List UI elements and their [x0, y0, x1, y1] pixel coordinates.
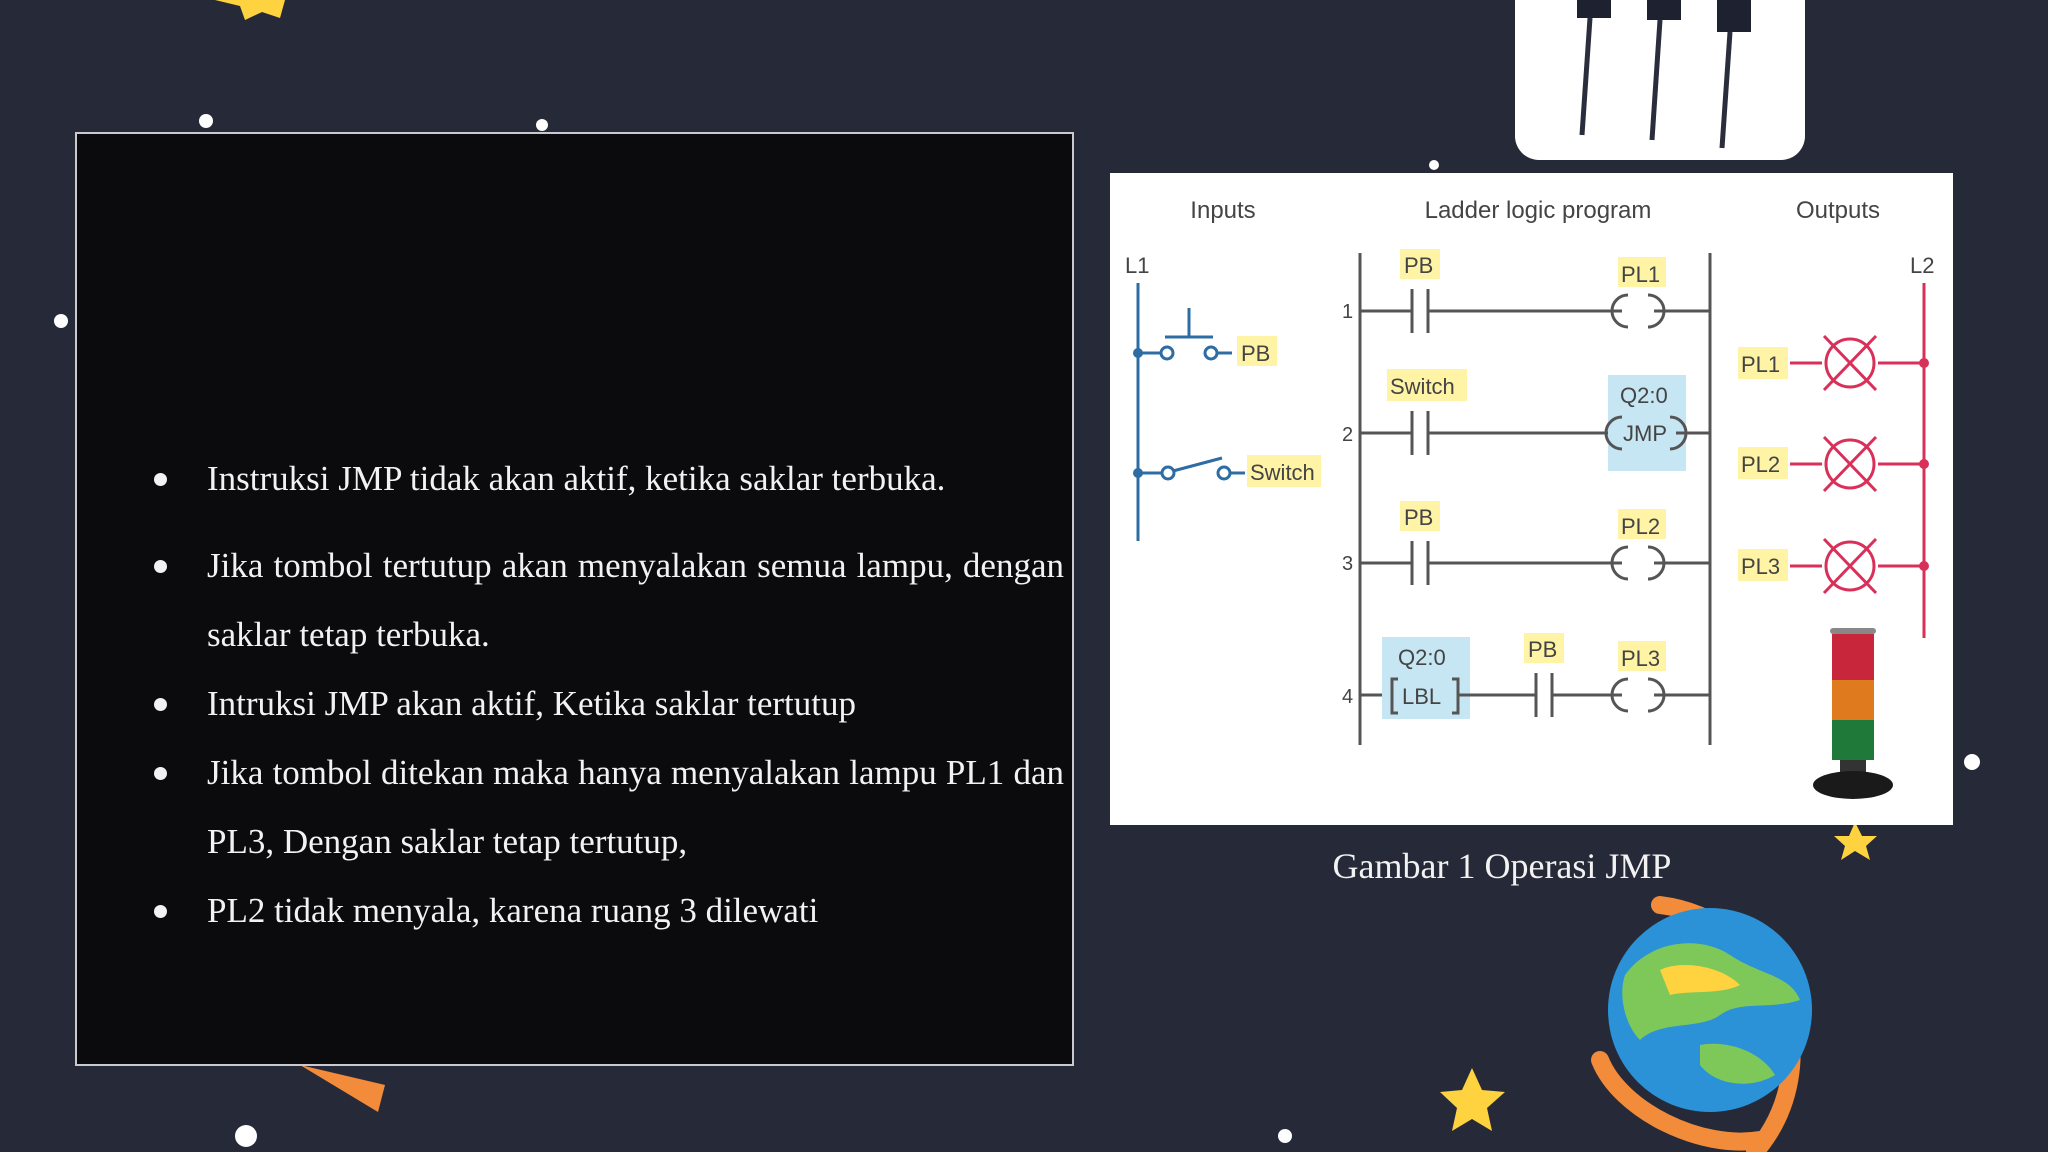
star-icon — [215, 0, 285, 20]
rung-number: 3 — [1342, 553, 1354, 575]
bullet-list — [207, 444, 1064, 945]
rung-3 — [1342, 501, 1710, 585]
output-label: PL1 — [1741, 352, 1781, 377]
stack-light-icon — [1813, 628, 1893, 799]
rung-number: 1 — [1342, 301, 1354, 323]
dot-decoration — [54, 314, 68, 328]
dot-decoration — [536, 119, 548, 131]
rail-label-l2: L2 — [1910, 253, 1935, 278]
rung-2 — [1342, 369, 1710, 471]
bullet-item: Instruksi JMP tidak akan aktif, ketika saklar terbuka. — [207, 444, 1064, 513]
rung-1 — [1342, 249, 1710, 333]
rung-output-label: PL1 — [1621, 262, 1661, 287]
text-panel — [75, 132, 1074, 1066]
rung-contact-label: PB — [1404, 505, 1434, 530]
dot-decoration — [1429, 160, 1439, 170]
header-outputs: Outputs — [1795, 197, 1881, 224]
output-lamp-pl2 — [1738, 437, 1929, 491]
output-label: PL2 — [1741, 452, 1781, 477]
bullet-item: Jika tombol tertutup akan menyalakan semua lampu, dengan saklar tetap terbuka. — [207, 531, 1064, 669]
pushbutton-symbol — [1133, 308, 1232, 359]
rung-contact-label: PB — [1528, 637, 1558, 662]
ladder-diagram-svg — [1110, 173, 1953, 825]
rung-label-address: Q2:0 — [1398, 645, 1446, 670]
paper-plane-icon — [300, 1065, 385, 1112]
rung-4 — [1342, 633, 1710, 719]
ladder-diagram — [1110, 173, 1953, 825]
rung-contact-label: Switch — [1390, 374, 1455, 399]
bullet-item: Intruksi JMP akan aktif, Ketika saklar tertutup — [207, 669, 1064, 738]
figure-caption: Gambar 1 Operasi JMP — [1332, 846, 1672, 886]
rung-contact-label: PB — [1404, 253, 1434, 278]
rung-number: 4 — [1342, 686, 1354, 708]
dot-decoration — [1964, 754, 1980, 770]
bullet-item: Jika tombol ditekan maka hanya menyalakan lampu PL1 dan PL3, Dengan saklar tetap tertutup, — [207, 738, 1064, 876]
rail-label-l1: L1 — [1125, 253, 1150, 278]
dot-decoration — [235, 1125, 257, 1147]
output-label: PL3 — [1741, 554, 1781, 579]
rung-output-label: PL2 — [1621, 514, 1661, 539]
bullet-item: PL2 tidak menyala, karena ruang 3 dilewati — [207, 876, 1064, 945]
rung-output-label: PL3 — [1621, 646, 1661, 671]
globe-icon — [1600, 905, 1812, 1152]
rung-label-instruction: LBL — [1402, 684, 1442, 709]
star-icon — [1440, 1068, 1505, 1131]
output-lamp-pl1 — [1738, 336, 1929, 390]
rung-output-label: Q2:0 — [1620, 383, 1668, 408]
header-inputs: Inputs — [1190, 197, 1256, 224]
switch-symbol — [1133, 458, 1245, 479]
input-label-pb: PB — [1241, 341, 1271, 366]
rung-output-instruction: JMP — [1623, 421, 1667, 446]
input-label-switch: Switch — [1250, 460, 1315, 485]
dot-decoration — [1278, 1129, 1292, 1143]
rung-number: 2 — [1342, 424, 1354, 446]
header-program: Ladder logic program — [1424, 197, 1652, 224]
piano-icon — [1515, 0, 1805, 160]
output-lamp-pl3 — [1738, 539, 1929, 593]
dot-decoration — [199, 114, 213, 128]
